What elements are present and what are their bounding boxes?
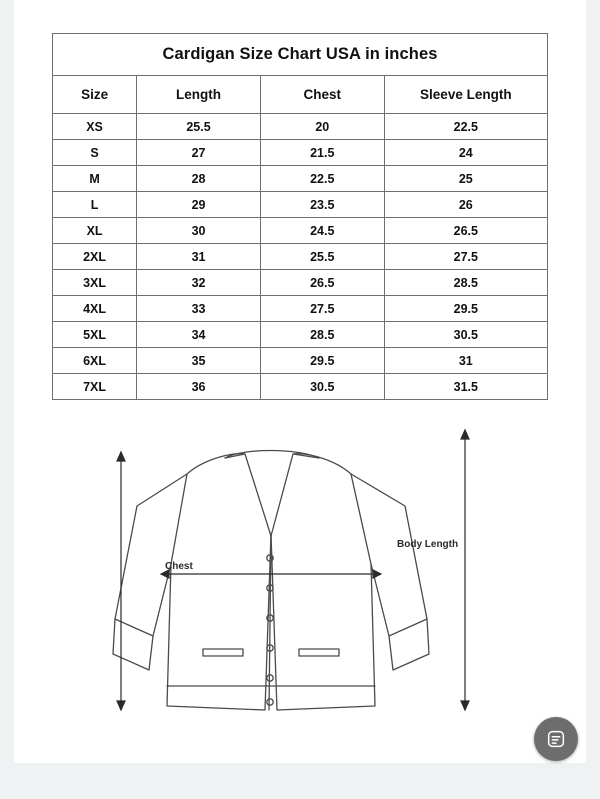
left-background-strip [0,0,14,799]
cell-sleeve-length: 26.5 [384,218,547,244]
cell-size: 2XL [53,244,137,270]
cell-chest: 21.5 [260,140,384,166]
cell-sleeve-length: 31.5 [384,374,547,400]
column-header-length: Length [137,76,261,114]
cell-chest: 26.5 [260,270,384,296]
cell-chest: 30.5 [260,374,384,400]
cell-sleeve-length: 31 [384,348,547,374]
cell-chest: 28.5 [260,322,384,348]
cell-size: 5XL [53,322,137,348]
cell-length: 31 [137,244,261,270]
table-row [53,192,548,218]
size-chart-table-wrapper [52,33,548,400]
cell-size: S [53,140,137,166]
cell-length: 28 [137,166,261,192]
table-row [53,296,548,322]
cell-chest: 24.5 [260,218,384,244]
cell-sleeve-length: 28.5 [384,270,547,296]
cell-sleeve-length: 26 [384,192,547,218]
cell-size: L [53,192,137,218]
body-length-measure-label: Body Length [397,539,459,550]
cell-sleeve-length: 29.5 [384,296,547,322]
cell-sleeve-length: 30.5 [384,322,547,348]
cell-chest: 23.5 [260,192,384,218]
bottom-background-band [0,763,600,799]
cell-size: 3XL [53,270,137,296]
cell-size: 7XL [53,374,137,400]
cell-chest: 27.5 [260,296,384,322]
table-title-row [53,34,548,76]
cell-length: 35 [137,348,261,374]
list-lines-icon [545,728,567,750]
cell-chest: 29.5 [260,348,384,374]
cell-chest: 25.5 [260,244,384,270]
cell-size: 6XL [53,348,137,374]
cell-length: 27 [137,140,261,166]
cell-sleeve-length: 22.5 [384,114,547,140]
cell-sleeve-length: 27.5 [384,244,547,270]
table-row [53,140,548,166]
page-title: Cardigan Size Chart USA in inches [53,34,548,76]
cell-size: 4XL [53,296,137,322]
table-row [53,218,548,244]
cell-length: 34 [137,322,261,348]
cell-size: XL [53,218,137,244]
right-background-strip [586,0,600,799]
cell-size: XS [53,114,137,140]
table-row [53,114,548,140]
table-row [53,374,548,400]
cell-size: M [53,166,137,192]
column-header-sleeve-length: Sleeve Length [384,76,547,114]
cell-chest: 22.5 [260,166,384,192]
list-lines-button[interactable] [534,717,578,761]
cardigan-illustration [75,414,525,744]
size-chart-table [52,33,548,400]
table-row [53,348,548,374]
chest-measure-label: Chest [165,561,193,572]
cell-length: 30 [137,218,261,244]
table-row [53,322,548,348]
cell-length: 33 [137,296,261,322]
table-header-row [53,76,548,114]
cardigan-drawing [75,414,525,744]
table-row [53,166,548,192]
cell-chest: 20 [260,114,384,140]
cell-length: 25.5 [137,114,261,140]
cell-sleeve-length: 24 [384,140,547,166]
cell-length: 29 [137,192,261,218]
table-row [53,270,548,296]
table-row [53,244,548,270]
cell-length: 36 [137,374,261,400]
column-header-chest: Chest [260,76,384,114]
column-header-size: Size [53,76,137,114]
cell-length: 32 [137,270,261,296]
cell-sleeve-length: 25 [384,166,547,192]
